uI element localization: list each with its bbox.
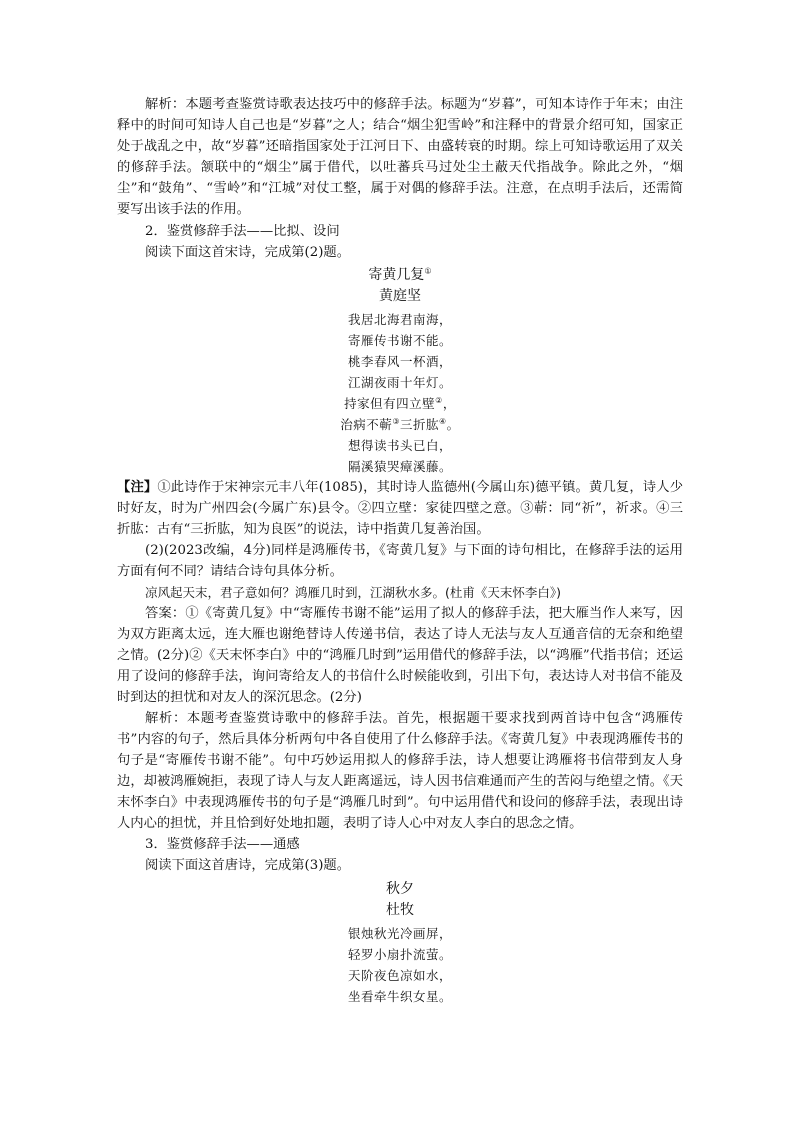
poem-1-line-5-text: 持家但有四立壁 <box>344 396 436 411</box>
section-3-heading: 3．鉴赏修辞手法——通感 <box>145 837 300 852</box>
section-2-intro: 阅读下面这首宋诗，完成第(2)题。 <box>145 245 350 260</box>
poem-1-line: 桃李春风一杯酒， <box>347 354 452 369</box>
poem-1-line-6-note-1: ③ <box>392 416 400 426</box>
poem-1-line <box>117 393 683 414</box>
poem-1-line-6-punct: 。 <box>446 417 460 432</box>
poem-1-line-5-punct: ， <box>442 396 456 411</box>
poem-1-line: 我居北海君南海， <box>347 312 452 327</box>
poem-1-notes <box>117 477 683 540</box>
poem-1-line: 隔溪猿哭瘴溪藤。 <box>347 459 452 474</box>
poem-2-author: 杜牧 <box>386 902 414 918</box>
question-2-quote: 凉风起天末，君子意如何？鸿雁几时到，江湖秋水多。(杜甫《天末怀李白》) <box>145 585 562 600</box>
poem-1-author: 黄庭坚 <box>379 288 421 304</box>
question-2-source: (2)(2023改编，4分) <box>145 543 271 558</box>
poem-1-line-6-note-2: ④ <box>439 416 447 426</box>
poem-1-title <box>117 265 683 286</box>
poem-2-line: 坐看牵牛织女星。 <box>347 989 452 1004</box>
section-2-heading: 2．鉴赏修辞手法——比拟、设问 <box>145 224 340 239</box>
poem-1-line <box>117 414 683 435</box>
poem-1-line: 想得读书头已白， <box>347 438 452 453</box>
poem-2-title: 秋夕 <box>386 881 414 897</box>
poem-1-line: 寄雁传书谢不能。 <box>347 333 452 348</box>
poem-1 <box>117 265 683 477</box>
poem-1-line-6-text-a: 治病不蕲 <box>340 417 393 432</box>
document-page <box>117 94 683 1007</box>
poem-2-line: 银烛秋光冷画屏， <box>347 926 452 941</box>
poem-1-line-5-note: ② <box>435 395 443 405</box>
analysis-paragraph-1: 解析：本题考查鉴赏诗歌表达技巧中的修辞手法。标题为“岁暮”，可知本诗作于年末；由注释中的时间可知诗人自己也是“岁暮”之人；结合“烟尘犯雪岭”和注释中的背景介绍可知，国家正处于战乱之中，故“岁暮”还暗指国家处于江河日下、由盛转衰的时期。综上可知诗歌运用了双关的修辞手法。颔联中的“烟尘”属于借代，以吐蕃兵马过处尘土蔽天代指战争。除此之外，“烟尘”和“鼓角”、“雪岭”和“江城”对仗工整，属于对偶的修辞手法。注意，在点明手法后，还需简要写出该手法的作用。 <box>117 97 683 217</box>
poem-1-title-text: 寄黄几复 <box>368 267 425 283</box>
question-2-text: 同样是鸿雁传书，《寄黄几复》与下面的诗句相比，在修辞手法的运用方面有何不同？请结合诗句具体分析。 <box>117 543 683 579</box>
poem-2-line: 天阶夜色凉如水， <box>347 968 452 983</box>
note-label: 【注】 <box>117 480 158 495</box>
section-3-intro: 阅读下面这首唐诗，完成第(3)题。 <box>145 858 350 873</box>
note-text: ①此诗作于宋神宗元丰八年(1085)，其时诗人监德州(今属山东)德平镇。黄几复，诗人少时好友，时为广州四会(今属广东)县令。②四立壁：家徒四壁之意。③蕲：同“祈”，祈求。④三折肱：古有“三折肱，知为良医”的说法，诗中指黄几复善治国。 <box>117 480 684 537</box>
poem-1-line: 江湖夜雨十年灯。 <box>347 375 452 390</box>
analysis-paragraph-2: 解析：本题考查鉴赏诗歌中的修辞手法。首先，根据题干要求找到两首诗中包含“鸿雁传书”内容的句子，然后具体分析两句中各自使用了什么修辞手法。《寄黄几复》中表现鸿雁传书的句子是“寄雁传书谢不能”。句中巧妙运用拟人的修辞手法，诗人想要让鸿雁将书信带到友人身边，却被鸿雁婉拒，表现了诗人与友人距离遥远，诗人因书信难通而产生的苦闷与绝望之情。《天末怀李白》中表现鸿雁传书的句子是“鸿雁几时到”。句中运用借代和设问的修辞手法，表现出诗人内心的担忧，并且恰到好处地扣题，表明了诗人心中对友人李白的思念之情。 <box>117 711 683 831</box>
poem-2 <box>117 879 683 1007</box>
poem-1-title-note: ① <box>424 266 432 276</box>
question-2 <box>117 540 683 582</box>
poem-2-line: 轻罗小扇扑流萤。 <box>347 947 452 962</box>
answer-2: 答案：①《寄黄几复》中“寄雁传书谢不能”运用了拟人的修辞手法，把大雁当作人来写，因为双方距离太远，连大雁也谢绝替诗人传递书信，表达了诗人无法与友人互通音信的无奈和绝望之情。(2分)②《天末怀李白》中的“鸿雁几时到”运用借代的修辞手法，以“鸿雁”代指书信；还运用了设问的修辞手法，询问寄给友人的书信什么时候能收到，引出下句，表达诗人对书信不能及时到达的担忧和对友人的深沉思念。(2分) <box>117 606 683 705</box>
poem-1-line-6-text-b: 三折肱 <box>399 417 439 432</box>
